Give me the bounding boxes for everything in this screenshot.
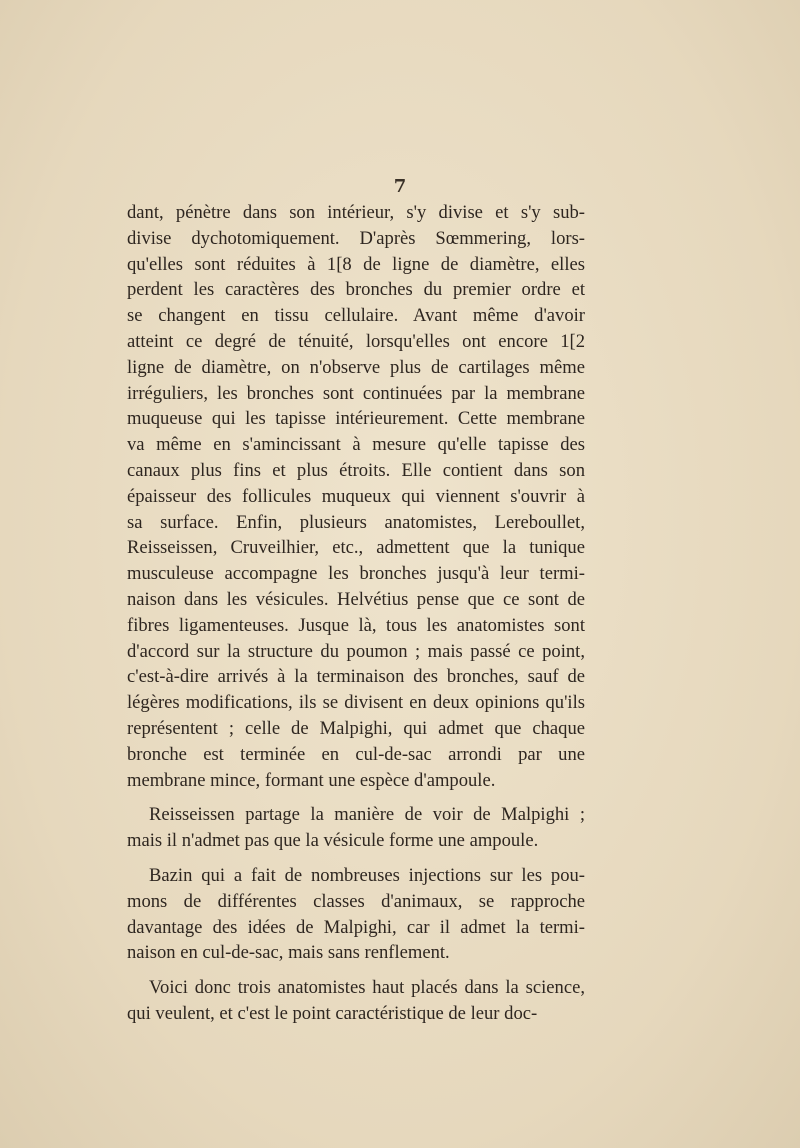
text-line: naison dans les vésicules. Helvétius pense que ce sont de [127, 588, 585, 610]
text-line: davantage des idées de Malpighi, car il admet la termi- [127, 916, 585, 938]
text-line: représentent ; celle de Malpighi, qui admet que chaque [127, 717, 585, 739]
page-number: 7 [393, 176, 407, 197]
paragraph [127, 975, 585, 1027]
text-line: qu'elles sont réduites à 1[8 de ligne de diamètre, elles [127, 253, 585, 275]
text-line: mons de différentes classes d'animaux, se rapproche [127, 890, 585, 912]
text-line: mais il n'admet pas que la vésicule forme une ampoule. [127, 830, 539, 852]
text-line: ligne de diamètre, on n'observe plus de cartilages même [127, 356, 585, 378]
text-line: canaux plus fins et plus étroits. Elle contient dans son [127, 459, 585, 481]
text-line: va même en s'amincissant à mesure qu'elle tapisse des [127, 434, 585, 456]
paragraph [127, 802, 585, 854]
text-line: Voici donc trois anatomistes haut placés dans la science, [149, 977, 585, 999]
text-line: épaisseur des follicules muqueux qui viennent s'ouvrir à [127, 485, 585, 507]
text-line: légères modifications, ils se divisent en deux opinions qu'ils [127, 692, 585, 714]
paragraph [127, 200, 585, 793]
text-line: muqueuse qui les tapisse intérieurement. Cette membrane [127, 408, 585, 430]
text-line: fibres ligamenteuses. Jusque là, tous les anatomistes sont [127, 614, 585, 636]
text-line: irréguliers, les bronches sont continuées par la membrane [127, 382, 585, 404]
text-line: divise dychotomiquement. D'après Sœmmering, lors- [127, 227, 585, 249]
body-text [127, 200, 585, 1036]
text-line: dant, pénètre dans son intérieur, s'y divise et s'y sub- [127, 202, 585, 223]
text-line: membrane mince, formant une espèce d'ampoule. [127, 769, 496, 791]
text-line: Bazin qui a fait de nombreuses injections sur les pou- [149, 864, 585, 886]
text-line: se changent en tissu cellulaire. Avant même d'avoir [127, 305, 585, 327]
text-line: perdent les caractères des bronches du premier ordre et [127, 279, 585, 301]
text-line: sa surface. Enfin, plusieurs anatomistes, Lereboullet, [127, 511, 585, 533]
text-line: atteint ce degré de ténuité, lorsqu'elles ont encore 1[2 [127, 330, 585, 352]
text-line: Reisseissen, Cruveilhier, etc., admettent que la tunique [127, 537, 585, 559]
text-line: Reisseissen partage la manière de voir de Malpighi ; [149, 804, 585, 826]
text-line: bronche est terminée en cul-de-sac arrondi par une [127, 743, 585, 765]
text-line: musculeuse accompagne les bronches jusqu'à leur termi- [127, 563, 585, 585]
paragraph [127, 863, 585, 966]
text-line: c'est-à-dire arrivés à la terminaison des bronches, sauf de [127, 666, 585, 688]
text-line: qui veulent, et c'est le point caractéristique de leur doc- [127, 1002, 538, 1024]
text-line: naison en cul-de-sac, mais sans renflement. [127, 942, 450, 964]
text-line: d'accord sur la structure du poumon ; mais passé ce point, [127, 640, 585, 662]
